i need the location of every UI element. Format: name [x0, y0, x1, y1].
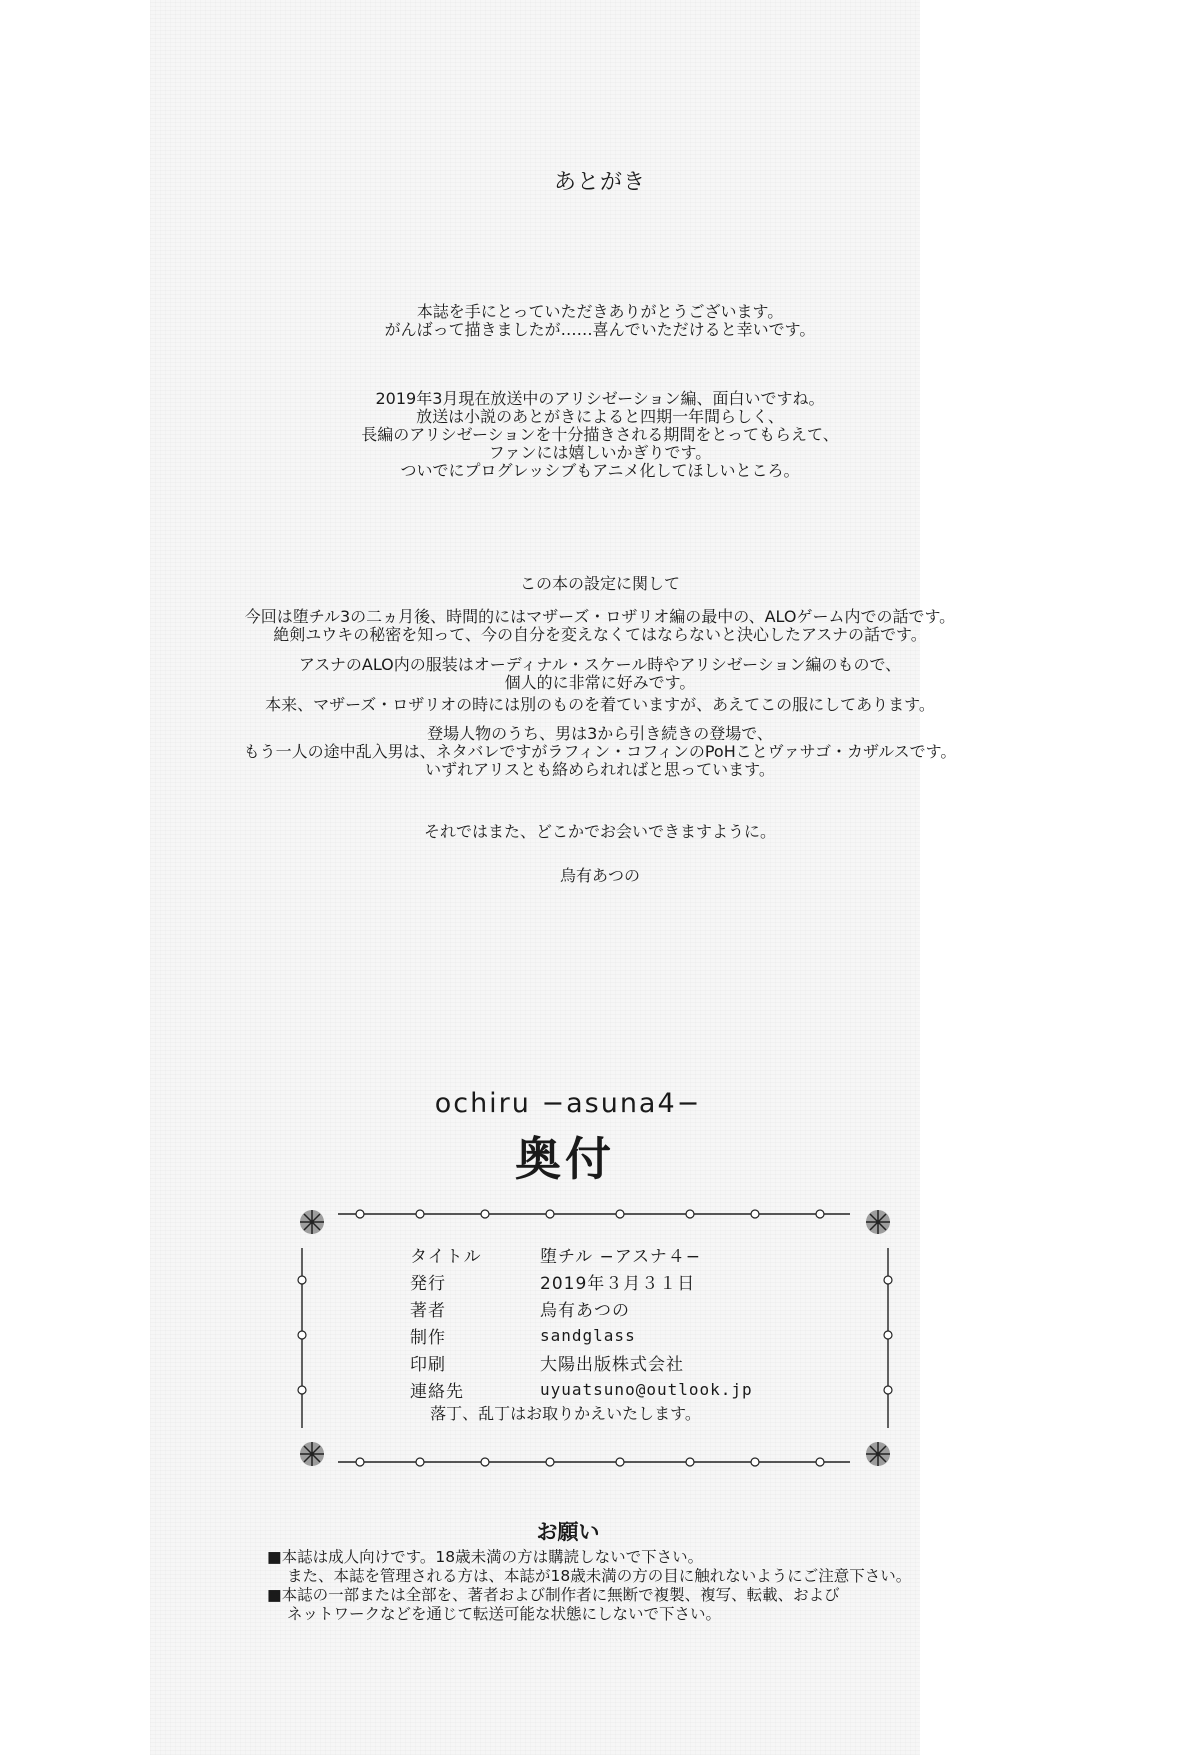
text-line: それではまた、どこかでお会いできますように。	[423, 822, 776, 841]
row-label: タイトル	[410, 1247, 482, 1267]
text-line: 長編のアリシゼーションを十分描きされる期間をとってもらえて、	[361, 425, 839, 444]
contact-email: uyuatsuno@outlook.jp	[540, 1380, 753, 1399]
row-label: 発行	[410, 1274, 446, 1294]
text-line: 個人的に非常に好みです。	[504, 673, 696, 692]
row-value: 烏有あつの	[540, 1301, 630, 1321]
text-line: アスナのALO内の服装はオーディナル・スケール時やアリシゼーション編のもので、	[298, 655, 902, 674]
row-label: 印刷	[410, 1355, 446, 1375]
table-row	[410, 1295, 753, 1322]
request-line: ■本誌は成人向けです。18歳未満の方は購読しないで下さい。	[267, 1548, 704, 1566]
text-line: がんばって描きましたが……喜んでいただけると幸いです。	[384, 320, 816, 339]
text-line: 絶剣ユウキの秘密を知って、今の自分を変えなくてはならないと決心したアスナの話です。	[273, 625, 927, 644]
text-line: もう一人の途中乱入男は、ネタバレですがラフィン・コフィンのPoHことヴァサゴ・カザルスです。	[243, 742, 957, 761]
request-title: お願い	[536, 1520, 600, 1544]
text-line: 登場人物のうち、男は3から引き続きの登場で、	[427, 724, 773, 743]
colophon-table	[410, 1241, 753, 1403]
table-row	[410, 1268, 753, 1295]
text-line: 2019年3月現在放送中のアリシゼーション編、面白いですね。	[375, 389, 825, 408]
colophon-heading: 奥付	[515, 1132, 615, 1186]
afterword-paragraph-3	[0, 608, 1200, 644]
request-list	[267, 1548, 911, 1624]
text-line: いずれアリスとも絡められればと思っています。	[425, 760, 775, 779]
table-row	[410, 1349, 753, 1376]
afterword-paragraph-6	[0, 725, 1200, 779]
table-row	[410, 1241, 753, 1268]
afterword-paragraph-2	[0, 390, 1200, 480]
request-line: また、本誌を管理される方は、本誌が18歳未満の方の目に触れないようにご注意下さい。	[287, 1567, 912, 1585]
row-value: sandglass	[540, 1326, 636, 1345]
afterword-paragraph-1	[0, 303, 1200, 339]
request-line: ■本誌の一部または全部を、著者および制作者に無断で複製、複写、転載、および	[267, 1586, 840, 1604]
row-value: 2019年３月３１日	[540, 1274, 696, 1294]
text-line: 放送は小説のあとがきによると四期一年間らしく、	[416, 407, 784, 426]
afterword-paragraph-4	[0, 656, 1200, 692]
table-row	[410, 1322, 753, 1349]
text-line: 本誌を手にとっていただきありがとうございます。	[416, 302, 784, 321]
row-label: 制作	[410, 1328, 446, 1348]
text-line: 本来、マザーズ・ロザリオの時には別のものを着ていますが、あえてこの服にしてあります。	[265, 695, 935, 714]
afterword-paragraph-5	[0, 696, 1200, 714]
row-value: 堕チル −アスナ４−	[540, 1247, 702, 1267]
text-line: ついでにプログレッシブもアニメ化してほしいところ。	[400, 461, 800, 480]
row-label: 著者	[410, 1301, 446, 1321]
afterword-title: あとがき	[553, 170, 646, 195]
colophon-latin-title: ochiru −asuna4−	[434, 1088, 702, 1119]
text-line: 今回は堕チル3の二ヵ月後、時間的にはマザーズ・ロザリオ編の最中の、ALOゲーム内での話です。	[244, 607, 956, 626]
request-line: ネットワークなどを通じて転送可能な状態にしないで下さい。	[287, 1605, 722, 1623]
table-row	[410, 1376, 753, 1403]
row-label: 連絡先	[410, 1382, 464, 1402]
closing-line	[0, 823, 1200, 841]
settings-heading: この本の設定に関して	[519, 574, 680, 593]
text-line: ファンには嬉しいかぎりです。	[488, 443, 712, 462]
replacement-note: 落丁、乱丁はお取りかえいたします。	[430, 1404, 701, 1423]
author-signature: 烏有あつの	[559, 866, 640, 885]
row-value: 大陽出版株式会社	[540, 1355, 684, 1375]
